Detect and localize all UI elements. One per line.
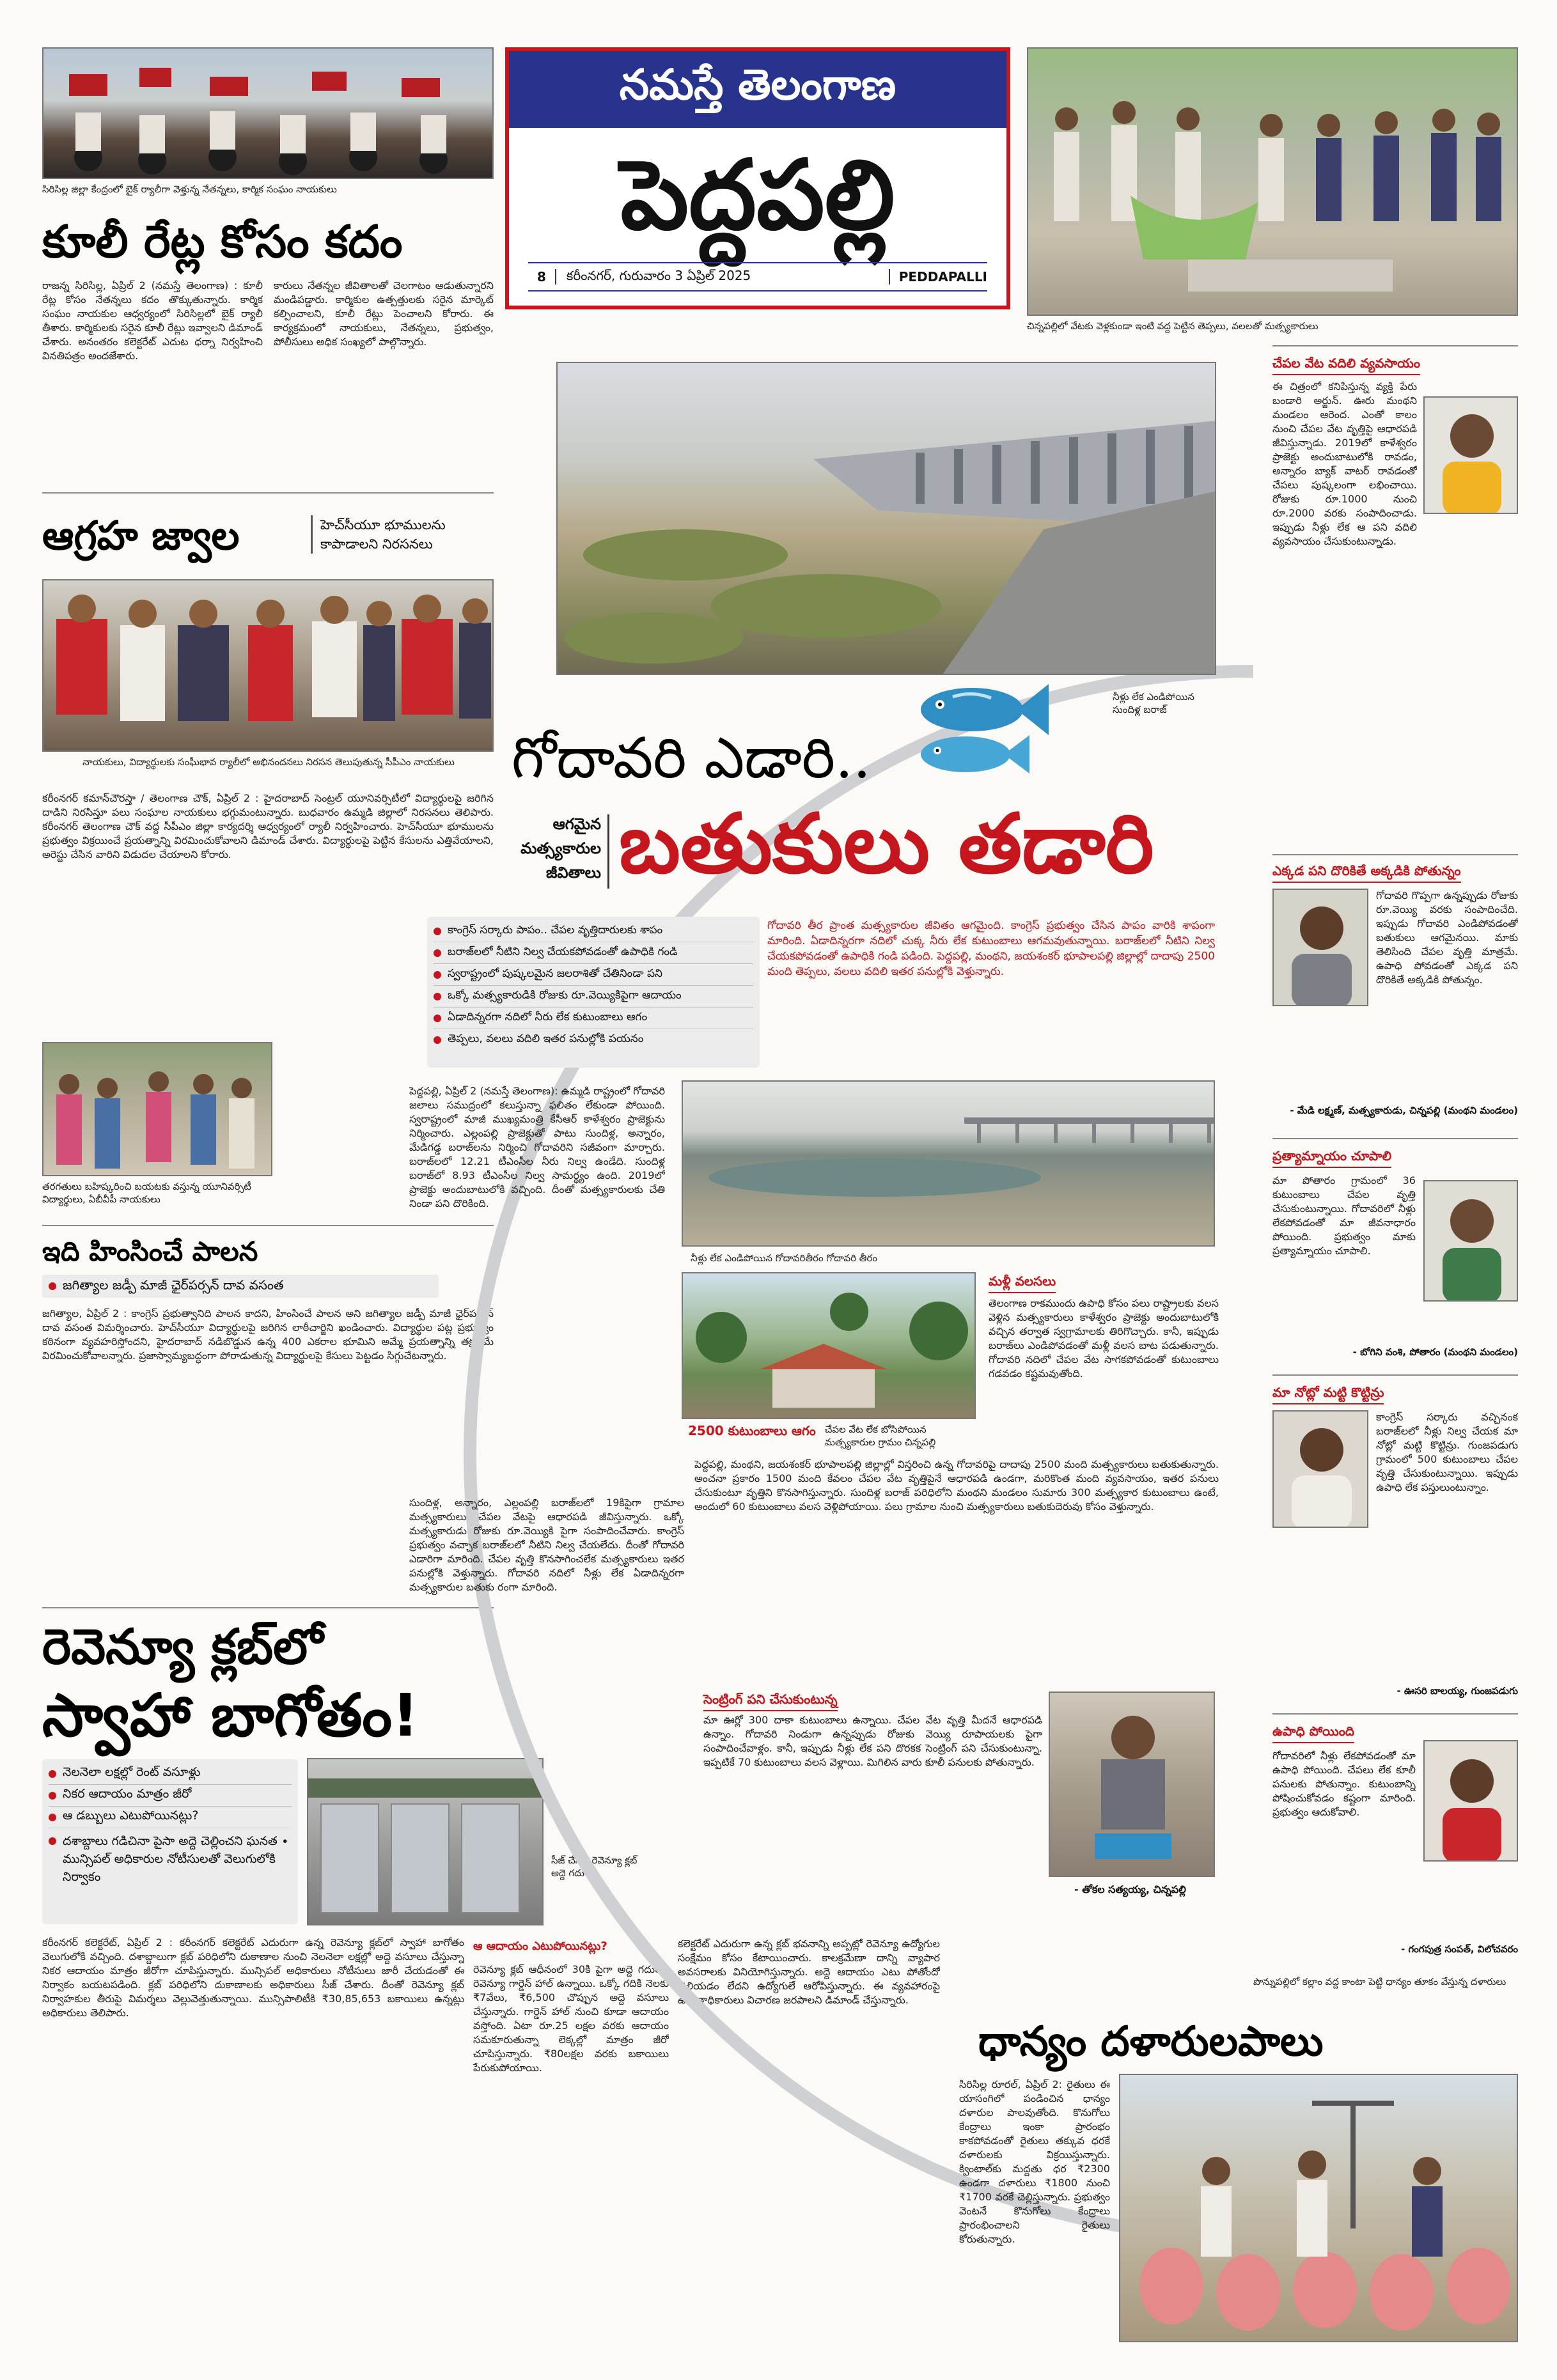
village-illustration <box>683 1273 976 1419</box>
revenue-bullets <box>42 1759 298 1924</box>
fishermen-illustration <box>1028 49 1518 316</box>
divider <box>1272 345 1518 346</box>
brand-name: నమస్తే తెలంగాణ <box>619 59 896 109</box>
village-caption: చేపల వేట లేక బోసిపోయిన మత్స్యకారుల గ్రామం చిన్నపల్లి <box>825 1424 936 1448</box>
revenue-body-right: కలెక్టరేట్ ఎదురుగా ఉన్న క్లబ్ భవనాన్ని అప్పట్లో రెవెన్యూ ఉద్యోగుల సంక్షేమం కోసం కేటాయించారు. కాలక్రమేణా దాన్ని వ్యాపార అవసరాలకు వినియోగిస్తున్నారు. అద్దె ఆదాయం ఎటు పోతోందో తెలియడం లేదని ఉద్యోగులే ఆరోపిస్తున్నారు. ఈ వ్యవహారంపై ఉన్నతాధికారులు విచారణ జరపాలని డిమాండ్ చేస్తున్నారు. <box>678 1938 940 2006</box>
migration-body: తెలంగాణ రాకముందు ఉపాధి కోసం పలు రాష్ట్రాలకు వలస వెళ్లిన మత్స్యకారులు కాళేశ్వరం ప్రాజెక్టు అందుబాటులోకి వచ్చిన తర్వాత స్వగ్రామాలకు తిరిగొచ్చారు. కానీ, ఇప్పుడు బరాజ్‌లు ఎండిపోవడంతో మళ్లీ వలస బాట పడుతున్నారు. గోదావరి నదిలో చేపల వేట సాగకపోవడంతో కుటుంబాలు గడవడం కష్టమవుతోంది. <box>989 1297 1219 1380</box>
bullet-dot-icon <box>434 949 441 957</box>
godavari-bullet-text: ఏడాదిన్నరగా నదిలో నీరు లేక కుటుంబాలు ఆగం <box>448 1010 648 1023</box>
dry-river-illustration <box>683 1082 1215 1247</box>
boats-photo <box>1027 47 1518 316</box>
fish-icon <box>908 658 1055 786</box>
village-photo <box>682 1272 976 1419</box>
revenue-bullet-text: దశాబ్దాలు గడిచినా పైసా అద్దె చెల్లించని ఘనత ∙ మున్సిపల్ అధికారుల నోటీసులతో వెలుగులోకి నిర్వాకం <box>63 1834 289 1884</box>
godavari-body-col2: సుందిళ్ల, అన్నారం, ఎల్లంపల్లి బరాజ్‌లలో 19కిపైగా గ్రామాల మత్స్యకారులు చేపల వేటపై ఆధారపడి జీవిస్తున్నారు. ఒక్కో మత్స్యకారుడు రోజుకు రూ.వెయ్యికి పైగా సంపాదించేవారు. కాంగ్రెస్ ప్రభుత్వం వచ్చాక బరాజ్‌లలో నీటిని నిల్వ చేయలేదు. దీంతో గోదావరి ఎడారిగా మారింది. చేపల వృత్తి కొనసాగించలేక మత్స్యకారులు ఇతర పనుల్లోకి వెళ్తున్నారు. గోదావరి నదిలో నీళ్లు లేక ఏడాదిన్నరగా మత్స్యకారుల బతుకు రంగా మారింది. <box>409 1497 684 1593</box>
divider <box>1272 854 1518 855</box>
sidebar-body: మా పోతారం గ్రామంలో 36 కుటుంబాలు చేపల వృత్తి చేసుకుంటున్నాయి. గోదావరిలో నీళ్లు లేకపోవడంతో మా జీవనాధారం పోయింది. ప్రభుత్వం మాకు ప్రత్యామ్నాయం చూపాలి. <box>1272 1174 1416 1257</box>
agraha-headline: ఆగ్రహ జ్వాల <box>42 512 240 559</box>
masthead <box>505 47 1010 309</box>
students-caption: తరగతులు బహిష్కరించి బయటకు వస్తున్న యూనివర్సిటీ విద్యార్థులు, ఏబీవీపీ నాయకులు <box>42 1181 251 1205</box>
godavari-body-col1: పెద్దపల్లి, ఏప్రిల్ 2 (నమస్తే తెలంగాణ): ఉమ్మడి రాష్ట్రంలో గోదావరి జలాలు సముద్రంలో కలుస్తున్నా ఫలితం లేకుండా పోయింది. స్వరాష్ట్రంలో మాజీ ముఖ్యమంత్రి కేసీఆర్ కాళేశ్వరం ప్రాజెక్టును నిర్మించారు. ఎల్లంపల్లి ప్రాజెక్టుతో పాటు సుందిళ్ల, అన్నారం, మేడిగడ్డ బరాజ్‌లను నిర్మించి గోదావరిని సజీవంగా మార్చారు. బరాజ్‌లలో 12.21 టీఎంసీల నీరు నిల్వ ఉండేది. సుందిళ్ల బరాజ్‌లో 8.93 టీఎంసీల నిల్వ సామర్థ్యం ఉంది. 2019లో ప్రాజెక్టు అందుబాటులోకి వచ్చింది. దీంతో మత్స్యకారులకు చేతి నిండా పని దొరికింది. <box>409 1085 665 1209</box>
agraha-subhead: హెచ్‌సీయూ భూములను కాపాడాలని నిరసనలు <box>311 515 494 554</box>
bike-rally-illustration <box>43 49 494 179</box>
sidebar-signature: - మేడి లక్ష్మణ్, మత్స్యకారుడు, చిన్నపల్లి (మంథని మండలం) <box>1290 1105 1518 1116</box>
kicker-line: ఆగమైన <box>552 815 601 833</box>
rule-bullet <box>42 1275 439 1298</box>
protest-caption: నాయకులు, విద్యార్థులకు సంఘీభావ ర్యాలీలో అభినందనలు నిరసన తెలుపుతున్న సీపీఎం నాయకులు <box>82 756 455 768</box>
revenue-headline-line1: రెవెన్యూ క్లబ్‌లో <box>42 1618 324 1675</box>
revenue-photo-caption: సీజ్ చేసిన రెవెన్యూ క్లబ్ అద్దె గదులు <box>551 1855 638 1879</box>
godavari-bullet-text: ఒక్కో మత్స్యకారుడికి రోజుకు రూ.వెయ్యికిపైగా ఆదాయం <box>448 988 682 1002</box>
dateline-bar <box>528 262 987 292</box>
divider <box>1272 1138 1518 1139</box>
centring-signature: - తోకల సత్యయ్య, చిన్నపల్లి <box>1074 1883 1186 1895</box>
bike-rally-caption: సిరిసిల్ల జిల్లా కేంద్రంలో బైక్ ర్యాలీగా వెళ్తున్న నేతన్నలు, కార్మిక సంఘం నాయకులు <box>42 183 337 195</box>
centring-kicker: సెంట్రింగ్ పని చేసుకుంటున్న <box>703 1692 838 1711</box>
rule-headline: ఇది హింసించే పాలన <box>42 1236 258 1267</box>
agraha-body: కరీంనగర్ కమాన్‌చౌరస్తా / తెలంగాణ చౌక్, ఏప్రిల్ 2 : హైదరాబాద్ సెంట్రల్ యూనివర్సిటీలో విద్యార్థులపై జరిగిన దాడిని నిరసిస్తూ పలు సంఘాల నాయకులు భగ్గుమంటున్నారు. బుధవారం ఉమ్మడి జిల్లాలో నిరసనలు తెలిపారు. కరీంనగర్ తెలంగాణ చౌక్ వద్ద సీపీఎం జిల్లా కార్యదర్శి ఆధ్వర్యంలో ర్యాలీ నిర్వహించారు. హెచ్‌సీయూ భూములను ప్రభుత్వం విక్రయించే ప్రయత్నాన్ని విరమించుకోవాలని డిమాండ్ చేశారు. విద్యార్థులపై పెట్టిన కేసులను ఎత్తివేయాలని, అరెస్టు చేసిన వారిని విడుదల చేయాలని కోరారు. <box>42 792 494 860</box>
students-illustration <box>43 1043 272 1176</box>
person-icon <box>1425 1181 1518 1302</box>
revenue-headline-line2: స్వాహా బాగోతం! <box>42 1681 419 1750</box>
divider <box>607 814 609 889</box>
bike-rally-photo <box>42 47 494 179</box>
sidebar-signature: - బోగిని వంశి, పోతారం (మంథని మండలం) <box>1352 1346 1518 1358</box>
sidebar-kicker: ఎక్కడ పని దొరికితే అక్కడికి పోతున్నం <box>1272 863 1461 883</box>
godavari-body-bottom: పెద్దపల్లి, మంథని, జయశంకర్ భూపాలపల్లి జిల్లాల్లో విస్తరించి ఉన్న గోదావరిపై దాదాపు 2500 మంది మత్స్యకారులు బతుకుతున్నారు. అంచనా ప్రకారం 1500 మంది కేవలం చేపల వేట వృత్తిపైనే ఆధారపడి ఉండగా, మరికొంత మంది వ్యవసాయం, ఇతర పనులు చేసుకుంటూ వృత్తిని కొనసాగిస్తున్నారు. సుందిళ్ల బరాజ్ పరిధిలోని మంథని మండలం సుమారు 300 మత్స్యకార కుటుంబాలు ఉంటే, అందులో 60 కుటుంబాలు వలస వెళ్లిపోయాయి. పలు గ్రామాల నుంచి మత్స్యకారులు బతుకుదెరువు కోసం వెళ్తున్నారు. <box>694 1458 1219 1513</box>
centring-body: మా ఊర్లో 300 దాకా కుటుంబాలు ఉన్నాయి. చేపల వేట వృత్తి మీదనే ఆధారపడి ఉన్నాం. గోదావరి నిండుగా ఉన్నప్పుడు రోజుకు వెయ్యి రూపాయలకు పైగా సంపాదించేవాళ్లం. కానీ, ఇప్పుడు నీళ్లు లేక పని దొరకక సెంట్రింగ్ పని చేసుకుంటున్నా. ఇప్పటికే 70 కుటుంబాలు వలస వెళ్లాయి. మిగిలిన వారు కూలీ పనులకు పోతున్నారు. <box>703 1714 1042 1768</box>
godavari-bullet-row <box>434 942 753 964</box>
bullet-dot-icon <box>434 971 441 979</box>
sidebar-portrait <box>1423 1740 1518 1862</box>
grain-photo <box>1119 2074 1518 2342</box>
sidebar-portrait <box>1272 1410 1368 1528</box>
sidebar-kicker: మా నోట్లో మట్టి కొట్టిన్రు <box>1272 1385 1384 1404</box>
sidebar-portrait <box>1423 396 1518 514</box>
bullet-dot-icon <box>49 1814 56 1821</box>
godavari-bullet-row <box>434 921 753 942</box>
dry-river-photo <box>682 1080 1215 1247</box>
sidebar-body: కాంగ్రెస్ సర్కారు వచ్చినంక బరాజ్‌లలో నీళ్లు నిల్వ చేయక మా నోట్లో మట్టి కొట్టిన్రు. గుంజపడుగు గ్రామంలో 500 కుటుంబాలు చేపల వృత్తి చేసుకుంటున్నాయి. ఇప్పుడు ఉపాధి లేక పస్తులుంటున్నాం. <box>1376 1411 1518 1493</box>
sidebar-signature: - ఊసరి బాలయ్య, గుంజపడుగు <box>1397 1685 1518 1697</box>
wages-body-col1: రాజన్న సిరిసిల్ల, ఏప్రిల్ 2 (నమస్తే తెలంగాణ) : కూలీ రేట్ల కోసం నేతన్నలు కదం తొక్కుతున్నారు. కార్మిక సంఘం నాయకుల ఆధ్వర్యంలో సిరిసిల్లలో బైక్ ర్యాలీ తీశారు. కార్మికులకు సరైన కూలీ రేట్లు ఇవ్వాలని డిమాండ్ చేశారు. అనంతరం కలెక్టరేట్ ఎదుట ధర్నా నిర్వహించి వినతిపత్రం అందజేశారు. <box>42 279 263 362</box>
masthead-brand-bar <box>509 51 1006 128</box>
barrage-photo <box>556 362 1216 675</box>
revenue-bullet-row <box>49 1785 292 1807</box>
divider <box>1272 1713 1518 1715</box>
barrage-caption: నీళ్లు లేక ఎండిపోయిన సుందిళ్ల బరాజ్ <box>1113 691 1194 715</box>
bullet-dot-icon <box>49 1837 56 1845</box>
revenue-bullet-row <box>49 1807 292 1828</box>
kicker-line: జీవితాలు <box>545 864 601 882</box>
godavari-big-headline: బతుకులు తడారి <box>619 797 1154 892</box>
person-icon <box>1425 1741 1518 1862</box>
revenue-bullet-text: నెలనెలా లక్షల్లో రెంట్ వసూళ్లు <box>63 1765 201 1779</box>
page-number: 8 <box>528 269 556 284</box>
sidebar-portrait <box>1423 1180 1518 1302</box>
dateline: కరీంనగర్, గురువారం 3 ఏప్రిల్ 2025 <box>566 267 751 283</box>
edition-name: పెద్దపల్లి <box>620 139 895 251</box>
godavari-bullet-text: తెప్పలు, వలలు వదిలి ఇతర పనుల్లోకి పయనం <box>448 1032 644 1045</box>
sidebar-body: గోదావరిలో నీళ్లు లేకపోవడంతో మా ఉపాధి పోయింది. చేపలు లేక కూలీ పనులకు పోతున్నాం. కుటుంబాన్ని పోషించుకోవడం కష్టంగా మారింది. ప్రభుత్వం ఆదుకోవాలి. <box>1272 1750 1416 1818</box>
grain-photo-caption: పొన్నుపల్లిలో కల్లాం వద్ద కాంటా పెట్టి ధాన్యం తూకం వేస్తున్న దళారులు <box>1253 1976 1506 1987</box>
bullet-dot-icon <box>434 993 441 1000</box>
migration-kicker: మళ్లీ వలసలు <box>989 1273 1056 1293</box>
sidebar-body: ఈ చిత్రంలో కనిపిస్తున్న వ్యక్తి పేరు బండారి అర్జున్. ఊరు మంథని మండలం ఆరెంద. ఎంతో కాలం నుంచి చేపల వేట వృత్తిపై ఆధారపడి జీవిస్తున్నాడు. 2019లో కాళేశ్వరం ప్రాజెక్టు అందుబాటులోకి రావడం, అన్నారం బ్యాక్ వాటర్ రావడంతో చేపలు పుష్కలంగా లభించాయి. రోజుకు రూ.1000 నుంచి రూ.2000 వరకు సంపాదించాడు. ఇప్పుడు నీళ్లు లేక ఆ పని వదిలి వ్యవసాయం చేసుకుంటున్నాడు. <box>1272 380 1417 547</box>
divider <box>42 492 494 494</box>
person-icon <box>1274 890 1368 1006</box>
revenue-kicker: ఆ ఆదాయం ఎటుపోయినట్లు? <box>473 1940 607 1953</box>
godavari-bullet-text: కాంగ్రెస్ సర్కారు పాపం.. చేపల వృత్తిదారులకు శాపం <box>448 923 663 937</box>
godavari-bullet-row <box>434 1029 753 1051</box>
person-icon <box>1425 398 1518 514</box>
revenue-bullet-text: ఆ డబ్బులు ఎటుపోయినట్లు? <box>63 1808 199 1823</box>
sidebar-kicker: ప్రత్యామ్నాయం చూపాలి <box>1272 1148 1391 1168</box>
grain-headline: ధాన్యం దళారులపాలు <box>978 2018 1324 2065</box>
godavari-bullets <box>427 917 760 1068</box>
kicker-line: మత్స్యకారుల <box>520 839 601 857</box>
students-photo <box>42 1042 272 1176</box>
person-icon <box>1274 1412 1368 1528</box>
sidebar-kicker: చేపల వేట వదిలి వ్యవసాయం <box>1272 355 1420 375</box>
godavari-bullet-row <box>434 1007 753 1029</box>
rule-body: జగిత్యాల, ఏప్రిల్ 2 : కాంగ్రెస్ ప్రభుత్వానిది పాలన కాదని, హింసించే పాలన అని జగిత్యాల జడ్పీ మాజీ ఛైర్‌పర్సన్ దావ వసంత విమర్శించారు. హెచ్‌సీయూ విద్యార్థులపై జరిగిన లాఠీచార్జిని ఖండించారు. విద్యార్థుల పట్ల ప్రభుత్వం కఠినంగా వ్యవహరిస్తోందని, హైదరాబాద్ నడిబొడ్డున ఉన్న 400 ఎకరాల భూమిని అమ్మే ప్రయత్నాన్ని తక్షణమే విరమించుకోవాలన్నారు. ప్రజాస్వామ్యబద్ధంగా పోరాడుతున్న విద్యార్థులపై కేసులు పెట్టడం సిగ్గుచేటన్నారు. <box>42 1307 494 1362</box>
bullet-dot-icon <box>49 1770 56 1778</box>
edition-tag: PEDDAPALLI <box>889 269 987 284</box>
revenue-bullet-row <box>49 1763 292 1785</box>
village-kicker: 2500 కుటుంబాలు ఆగం <box>688 1423 816 1438</box>
bullet-dot-icon <box>434 1036 441 1044</box>
godavari-kicker <box>512 812 601 885</box>
bullet-dot-icon <box>434 928 441 935</box>
wages-body-col2: కారులు నేతన్నల జీవితాలతో చెలగాటం ఆడుతున్నారని మండిపడ్డారు. కార్మికుల ఉత్పత్తులకు సరైన మార్కెట్ కల్పించాలని, కూలీ రేట్లు పెంచాలని కోరారు. ఈ కార్యక్రమంలో నాయకులు, నేతన్నలు, ప్రభుత్వం, పోలీసులు అధిక సంఖ్యలో పాల్గొన్నారు. <box>274 279 494 348</box>
godavari-bullet-text: బరాజ్‌లలో నీటిని నిల్వ చేయకపోవడంతో ఉపాధికి గండి <box>448 945 678 958</box>
centring-photo <box>1049 1692 1215 1877</box>
grain-sacks-illustration <box>1120 2075 1518 2342</box>
revenue-body-left: కరీంనగర్ కలెక్టరేట్, ఏప్రిల్ 2 : కరీంనగర్ కలెక్టరేట్ ఎదురుగా ఉన్న రెవెన్యూ క్లబ్‌లో స్వాహా బాగోతం వెలుగులోకి వచ్చింది. దశాబ్దాలుగా క్లబ్ పరిధిలోని దుకాణాల నుంచి నెలనెలా లక్షల్లో అద్దె వసూలు చేస్తున్నా నికర ఆదాయం మాత్రం జీరోగా చూపిస్తున్నారు. మున్సిపల్ అధికారులు నోటీసులు జారీ చేయడంతో ఈ నిర్వాకం బయటపడింది. క్లబ్ పరిధిలోని దుకాణాలకు అధికారులు సీజ్ చేశారు. దీంతో రెవెన్యూ క్లబ్ నిర్వాహకుల తీరుపై విమర్శలు వెల్లువెత్తుతున్నాయి. మున్సిపాలిటీకి ₹30,85,653 బకాయిలు ఉన్నట్లు అధికారులు తెలిపారు. <box>42 1936 464 2019</box>
wages-headline: కూలీ రేట్ల కోసం కదం <box>42 215 403 268</box>
divider <box>1272 1374 1518 1376</box>
barrage-illustration <box>558 363 1216 675</box>
godavari-intro: గోదావరి తీర ప్రాంత మత్స్యకారుల జీవితం ఆగమైంది. కాంగ్రెస్ ప్రభుత్వం చేసిన పాపం వారికి శాపంగా మారింది. ఏడాదిన్నరగా నదిలో చుక్క నీరు లేక కుటుంబాలు ఆగమవుతున్నాయి. బరాజ్‌లలో నీటిని నిల్వ చేయకపోవడంతో ఉపాధికి గండి పడింది. పెద్దపల్లి, మంథని, జయశంకర్ భూపాలపల్లి జిల్లాల్లో దాదాపు 2500 మంది తెప్పలు, వలలు వదిలి ఇతర పనుల్లోకి వెళ్తున్నారు. <box>767 919 1215 978</box>
godavari-headline: గోదావరి ఎడారి.. <box>512 725 872 791</box>
boats-caption: చిన్నపల్లిలో వేటకు వెళ్లకుండా ఇంటి వద్ద పెట్టిన తెప్పలు, వలలతో మత్స్యకారులు <box>1027 320 1318 332</box>
revenue-body-mid: రెవెన్యూ క్లబ్ ఆధీనంలో 30కి పైగా అద్దె గదులు, రెవెన్యూ గార్డెన్ హాల్ ఉన్నాయి. ఒక్కో గదికి నెలకు ₹7వేలు, ₹6,500 చొప్పున అద్దె వసూలు చేస్తున్నారు. గార్డెన్ హాల్ నుంచి కూడా ఆదాయం వస్తోంది. ఏటా రూ.25 లక్షల వరకు ఆదాయం సమకూరుతున్నా లెక్కల్లో మాత్రం జీరో చూపిస్తున్నారు. ₹80లక్షల వరకు బకాయిలు పేరుకుపోయాయి. <box>473 1963 669 2074</box>
grain-body: సిరిసిల్ల రూరల్, ఏప్రిల్ 2: రైతులు ఈ యాసంగిలో పండించిన ధాన్యం దళారుల పాలవుతోంది. కొనుగోలు కేంద్రాలు ఇంకా ప్రారంభం కాకపోవడంతో రైతులు తక్కువ ధరకే దళారులకు విక్రయిస్తున్నారు. క్వింటాల్‌కు మద్దతు ధర ₹2300 ఉండగా దళారులు ₹1800 నుంచి ₹1700 వరకే చెల్లిస్తున్నారు. ప్రభుత్వం వెంటనే కొనుగోలు కేంద్రాలు ప్రారంభించాలని రైతులు కోరుతున్నారు. <box>959 2078 1110 2245</box>
rule-bullet-text: జగిత్యాల జడ్పీ మాజీ ఛైర్‌పర్సన్ దావ వసంత <box>63 1277 284 1293</box>
sidebar-signature: - గంగపుత్ర సంపత్, విలోచవరం <box>1401 1943 1518 1955</box>
bullet-dot-icon <box>49 1792 56 1800</box>
dry-river-caption: నీళ్లు లేక ఎండిపోయిన గోదావరితీరం గోదావరి తీరం <box>691 1252 877 1264</box>
sidebar-body: గోదావరి గొప్పగా ఉన్నప్పుడు రోజుకు రూ.వెయ్యి వరకు సంపాదించేది. ఇప్పుడు గోదావరి ఎండిపోవడంతో బతుకులు ఆగమైనయి. మాకు తెలిసింది చేపల వృత్తి మాత్రమే. ఉపాధి పోవడంతో ఎక్కడ పని దొరికితే అక్కడికి పోతున్నం. <box>1376 889 1518 986</box>
sidebar-kicker: ఉపాధి పోయింది <box>1272 1723 1354 1743</box>
revenue-bullet-row <box>49 1828 292 1905</box>
godavari-bullet-text: స్వరాష్ట్రంలో పుష్కలమైన జలరాశితో చేతినిండా పని <box>448 967 662 980</box>
godavari-bullet-row <box>434 964 753 986</box>
bullet-dot-icon <box>49 1282 56 1290</box>
worker-illustration <box>1050 1693 1215 1877</box>
sidebar-portrait <box>1272 889 1368 1006</box>
godavari-bullet-row <box>434 986 753 1007</box>
bullet-dot-icon <box>434 1015 441 1022</box>
revenue-bullet-text: నికర ఆదాయం మాత్రం జీరో <box>63 1787 192 1801</box>
